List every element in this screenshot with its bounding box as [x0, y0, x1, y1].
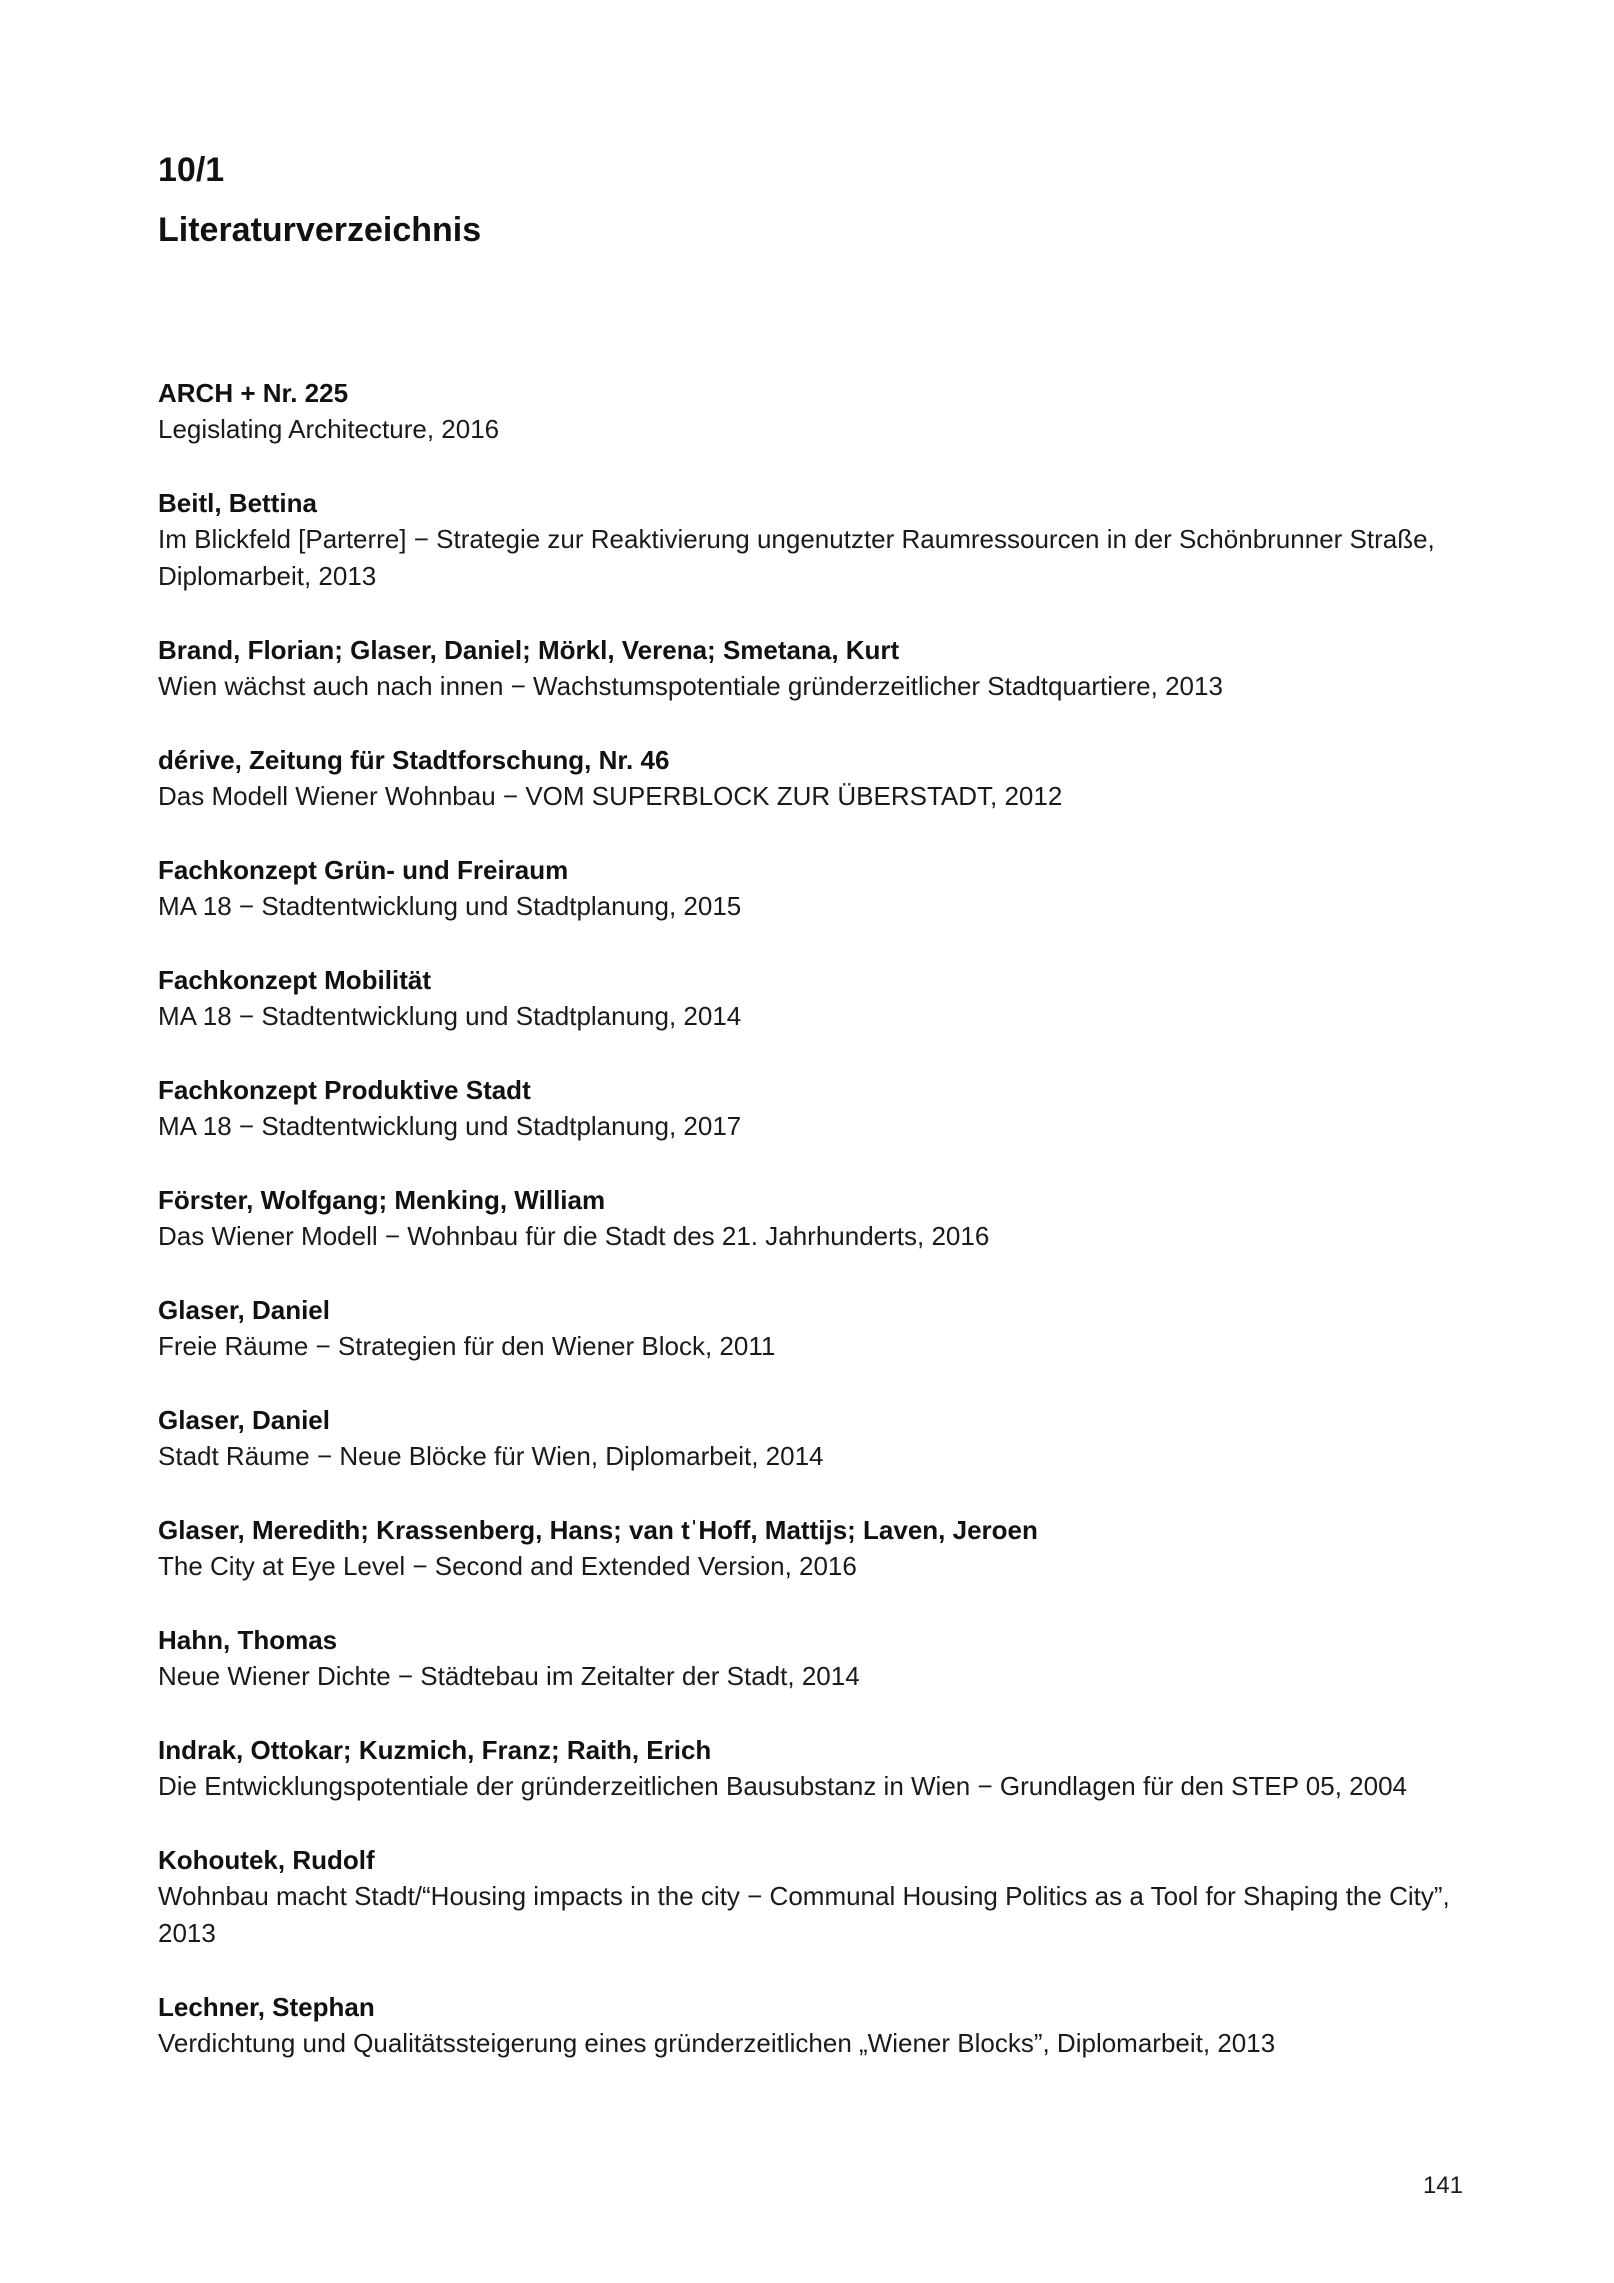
entry-title: Wohnbau macht Stadt/“Housing impacts in the city − Communal Housing Politics as a Tool for Shaping the City”, 2013 — [158, 1881, 1450, 1948]
section-title: Literaturverzeichnis — [158, 211, 482, 249]
entry-author: Beitl, Bettina — [158, 488, 317, 518]
bibliography-entry — [158, 1989, 1478, 2062]
bibliography-entry — [158, 1842, 1478, 1952]
entry-author: Fachkonzept Mobilität — [158, 965, 431, 995]
entry-author: Förster, Wolfgang; Menking, William — [158, 1185, 606, 1215]
entry-author: Glaser, Meredith; Krassenberg, Hans; van tˈHoff, Mattijs; Laven, Jeroen — [158, 1515, 1038, 1545]
bibliography-list — [158, 375, 1478, 2099]
page-number: 141 — [1422, 2172, 1463, 2199]
entry-title: Das Wiener Modell − Wohnbau für die Stadt des 21. Jahrhunderts, 2016 — [158, 1221, 990, 1251]
entry-title: The City at Eye Level − Second and Extended Version, 2016 — [158, 1551, 857, 1581]
entry-author: Fachkonzept Grün- und Freiraum — [158, 855, 569, 885]
entry-title: Die Entwicklungspotentiale der gründerzeitlichen Bausubstanz in Wien − Grundlagen für den STEP 05, 2004 — [158, 1771, 1408, 1801]
entry-title: MA 18 − Stadtentwicklung und Stadtplanung, 2017 — [158, 1111, 742, 1141]
entry-title: Legislating Architecture, 2016 — [158, 414, 500, 444]
bibliography-entry — [158, 742, 1478, 815]
bibliography-entry — [158, 375, 1478, 448]
bibliography-entry — [158, 962, 1478, 1035]
entry-author: Hahn, Thomas — [158, 1625, 338, 1655]
entry-author: Kohoutek, Rudolf — [158, 1845, 375, 1875]
bibliography-entry — [158, 1292, 1478, 1365]
bibliography-entry — [158, 1072, 1478, 1145]
bibliography-entry — [158, 1512, 1478, 1585]
entry-author: Brand, Florian; Glaser, Daniel; Mörkl, Verena; Smetana, Kurt — [158, 635, 900, 665]
section-number: 10/1 — [158, 151, 225, 189]
entry-title: MA 18 − Stadtentwicklung und Stadtplanung, 2015 — [158, 891, 742, 921]
entry-title: Stadt Räume − Neue Blöcke für Wien, Diplomarbeit, 2014 — [158, 1441, 824, 1471]
entry-title: Neue Wiener Dichte − Städtebau im Zeitalter der Stadt, 2014 — [158, 1661, 860, 1691]
entry-author: Glaser, Daniel — [158, 1295, 330, 1325]
bibliography-entry — [158, 1732, 1478, 1805]
entry-author: dérive, Zeitung für Stadtforschung, Nr. 46 — [158, 745, 670, 775]
entry-author: Lechner, Stephan — [158, 1992, 375, 2022]
entry-author: ARCH + Nr. 225 — [158, 378, 349, 408]
bibliography-entry — [158, 632, 1478, 705]
entry-title: Freie Räume − Strategien für den Wiener Block, 2011 — [158, 1331, 776, 1361]
entry-author: Glaser, Daniel — [158, 1405, 330, 1435]
entry-title: Wien wächst auch nach innen − Wachstumspotentiale gründerzeitlicher Stadtquartiere, 2013 — [158, 671, 1223, 701]
entry-title: Das Modell Wiener Wohnbau − VOM SUPERBLOCK ZUR ÜBERSTADT, 2012 — [158, 781, 1063, 811]
entry-title: MA 18 − Stadtentwicklung und Stadtplanung, 2014 — [158, 1001, 742, 1031]
entry-author: Fachkonzept Produktive Stadt — [158, 1075, 531, 1105]
bibliography-entry — [158, 852, 1478, 925]
entry-title: Im Blickfeld [Parterre] − Strategie zur Reaktivierung ungenutzter Raumressourcen in der Schönbrunner Straße, Diplomarbeit, 2013 — [158, 524, 1435, 591]
bibliography-entry — [158, 1622, 1478, 1695]
entry-title: Verdichtung und Qualitätssteigerung eines gründerzeitlichen „Wiener Blocks”, Diplomarbeit, 2013 — [158, 2028, 1276, 2058]
entry-author: Indrak, Ottokar; Kuzmich, Franz; Raith, Erich — [158, 1735, 712, 1765]
bibliography-entry — [158, 1402, 1478, 1475]
bibliography-entry — [158, 1182, 1478, 1255]
bibliography-entry — [158, 485, 1478, 595]
